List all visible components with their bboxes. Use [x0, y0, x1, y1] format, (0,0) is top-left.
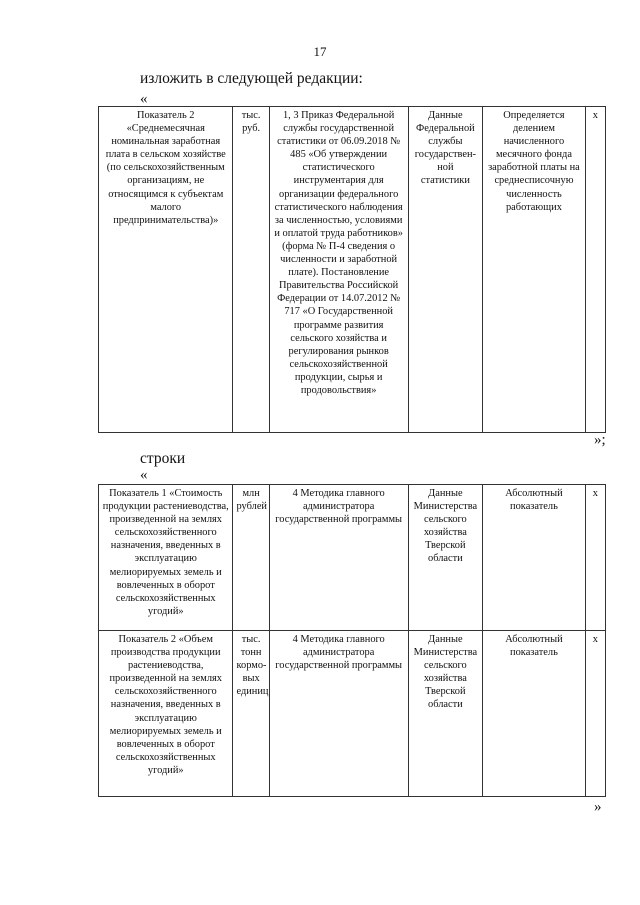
basis-cell: 4 Методика главного администратора государственной программы — [269, 485, 408, 631]
opening-quote-1: « — [140, 91, 148, 107]
source-cell: Данные Министерства сельского хозяйства Тверской области — [408, 485, 483, 631]
indicator-cell: Показатель 2 «Объем производства продукции растениеводства, произведенной на землях сельскохозяйственного назначения, введенных в эксплуатацию мелиорируемых земель и вовлеченных в оборот сельскохозяйственных угодий» — [99, 631, 233, 797]
source-cell: Данные Министерства сельского хозяйства Тверской области — [408, 631, 483, 797]
table-row — [99, 631, 606, 797]
opening-quote-2: « — [140, 467, 148, 483]
indicator-table-2 — [98, 484, 606, 797]
mark-cell: х — [585, 631, 605, 797]
basis-cell: 4 Методика главного администратора государственной программы — [269, 631, 408, 797]
source-cell: Данные Федеральной службы государствен-ной статистики — [408, 107, 483, 433]
method-cell: Абсолютный показатель — [483, 631, 585, 797]
method-cell: Абсолютный показатель — [483, 485, 585, 631]
basis-cell: 1, 3 Приказ Федеральной службы государственной статистики от 06.09.2018 № 485 «Об утверждении статистического инструментария для организации федерального статистического наблюдения за численностью, условиями и оплатой труда работников» (форма № П-4 сведения о численности и заработной плате). Постановление Правительства Российской Федерации от 14.07.2012 № 717 «О Государственной программе развития сельского хозяйства и регулирования рынков сельскохозяйственной продукции, сырья и продовольствия» — [269, 107, 408, 433]
table-row — [99, 107, 606, 433]
closing-quote-1: »; — [594, 432, 606, 448]
indicator-cell: Показатель 2 «Среднемесячная номинальная заработная плата в сельском хозяйстве (по сельскохозяйственным организациям, не относящимся к субъектам малого предпринимательства)» — [99, 107, 233, 433]
indicator-cell: Показатель 1 «Стоимость продукции растениеводства, произведенной на землях сельскохозяйственного назначения, введенных в эксплуатацию мелиорируемых земель и вовлеченных в оборот сельскохозяйственных угодий» — [99, 485, 233, 631]
mark-cell: х — [585, 485, 605, 631]
mark-cell: х — [585, 107, 605, 433]
page-number: 17 — [313, 44, 327, 59]
intro-text-2: строки — [140, 450, 186, 467]
unit-cell: млн рублей — [233, 485, 269, 631]
table-row — [99, 485, 606, 631]
unit-cell: тыс. руб. — [233, 107, 269, 433]
method-cell: Определяется делением начисленного месячного фонда заработной платы на среднесписочную численность работающих — [483, 107, 585, 433]
unit-cell: тыс. тонн кормо-вых единиц — [233, 631, 269, 797]
closing-quote-2: » — [594, 799, 602, 815]
intro-text-1: изложить в следующей редакции: — [140, 70, 363, 87]
indicator-table-1 — [98, 106, 606, 433]
